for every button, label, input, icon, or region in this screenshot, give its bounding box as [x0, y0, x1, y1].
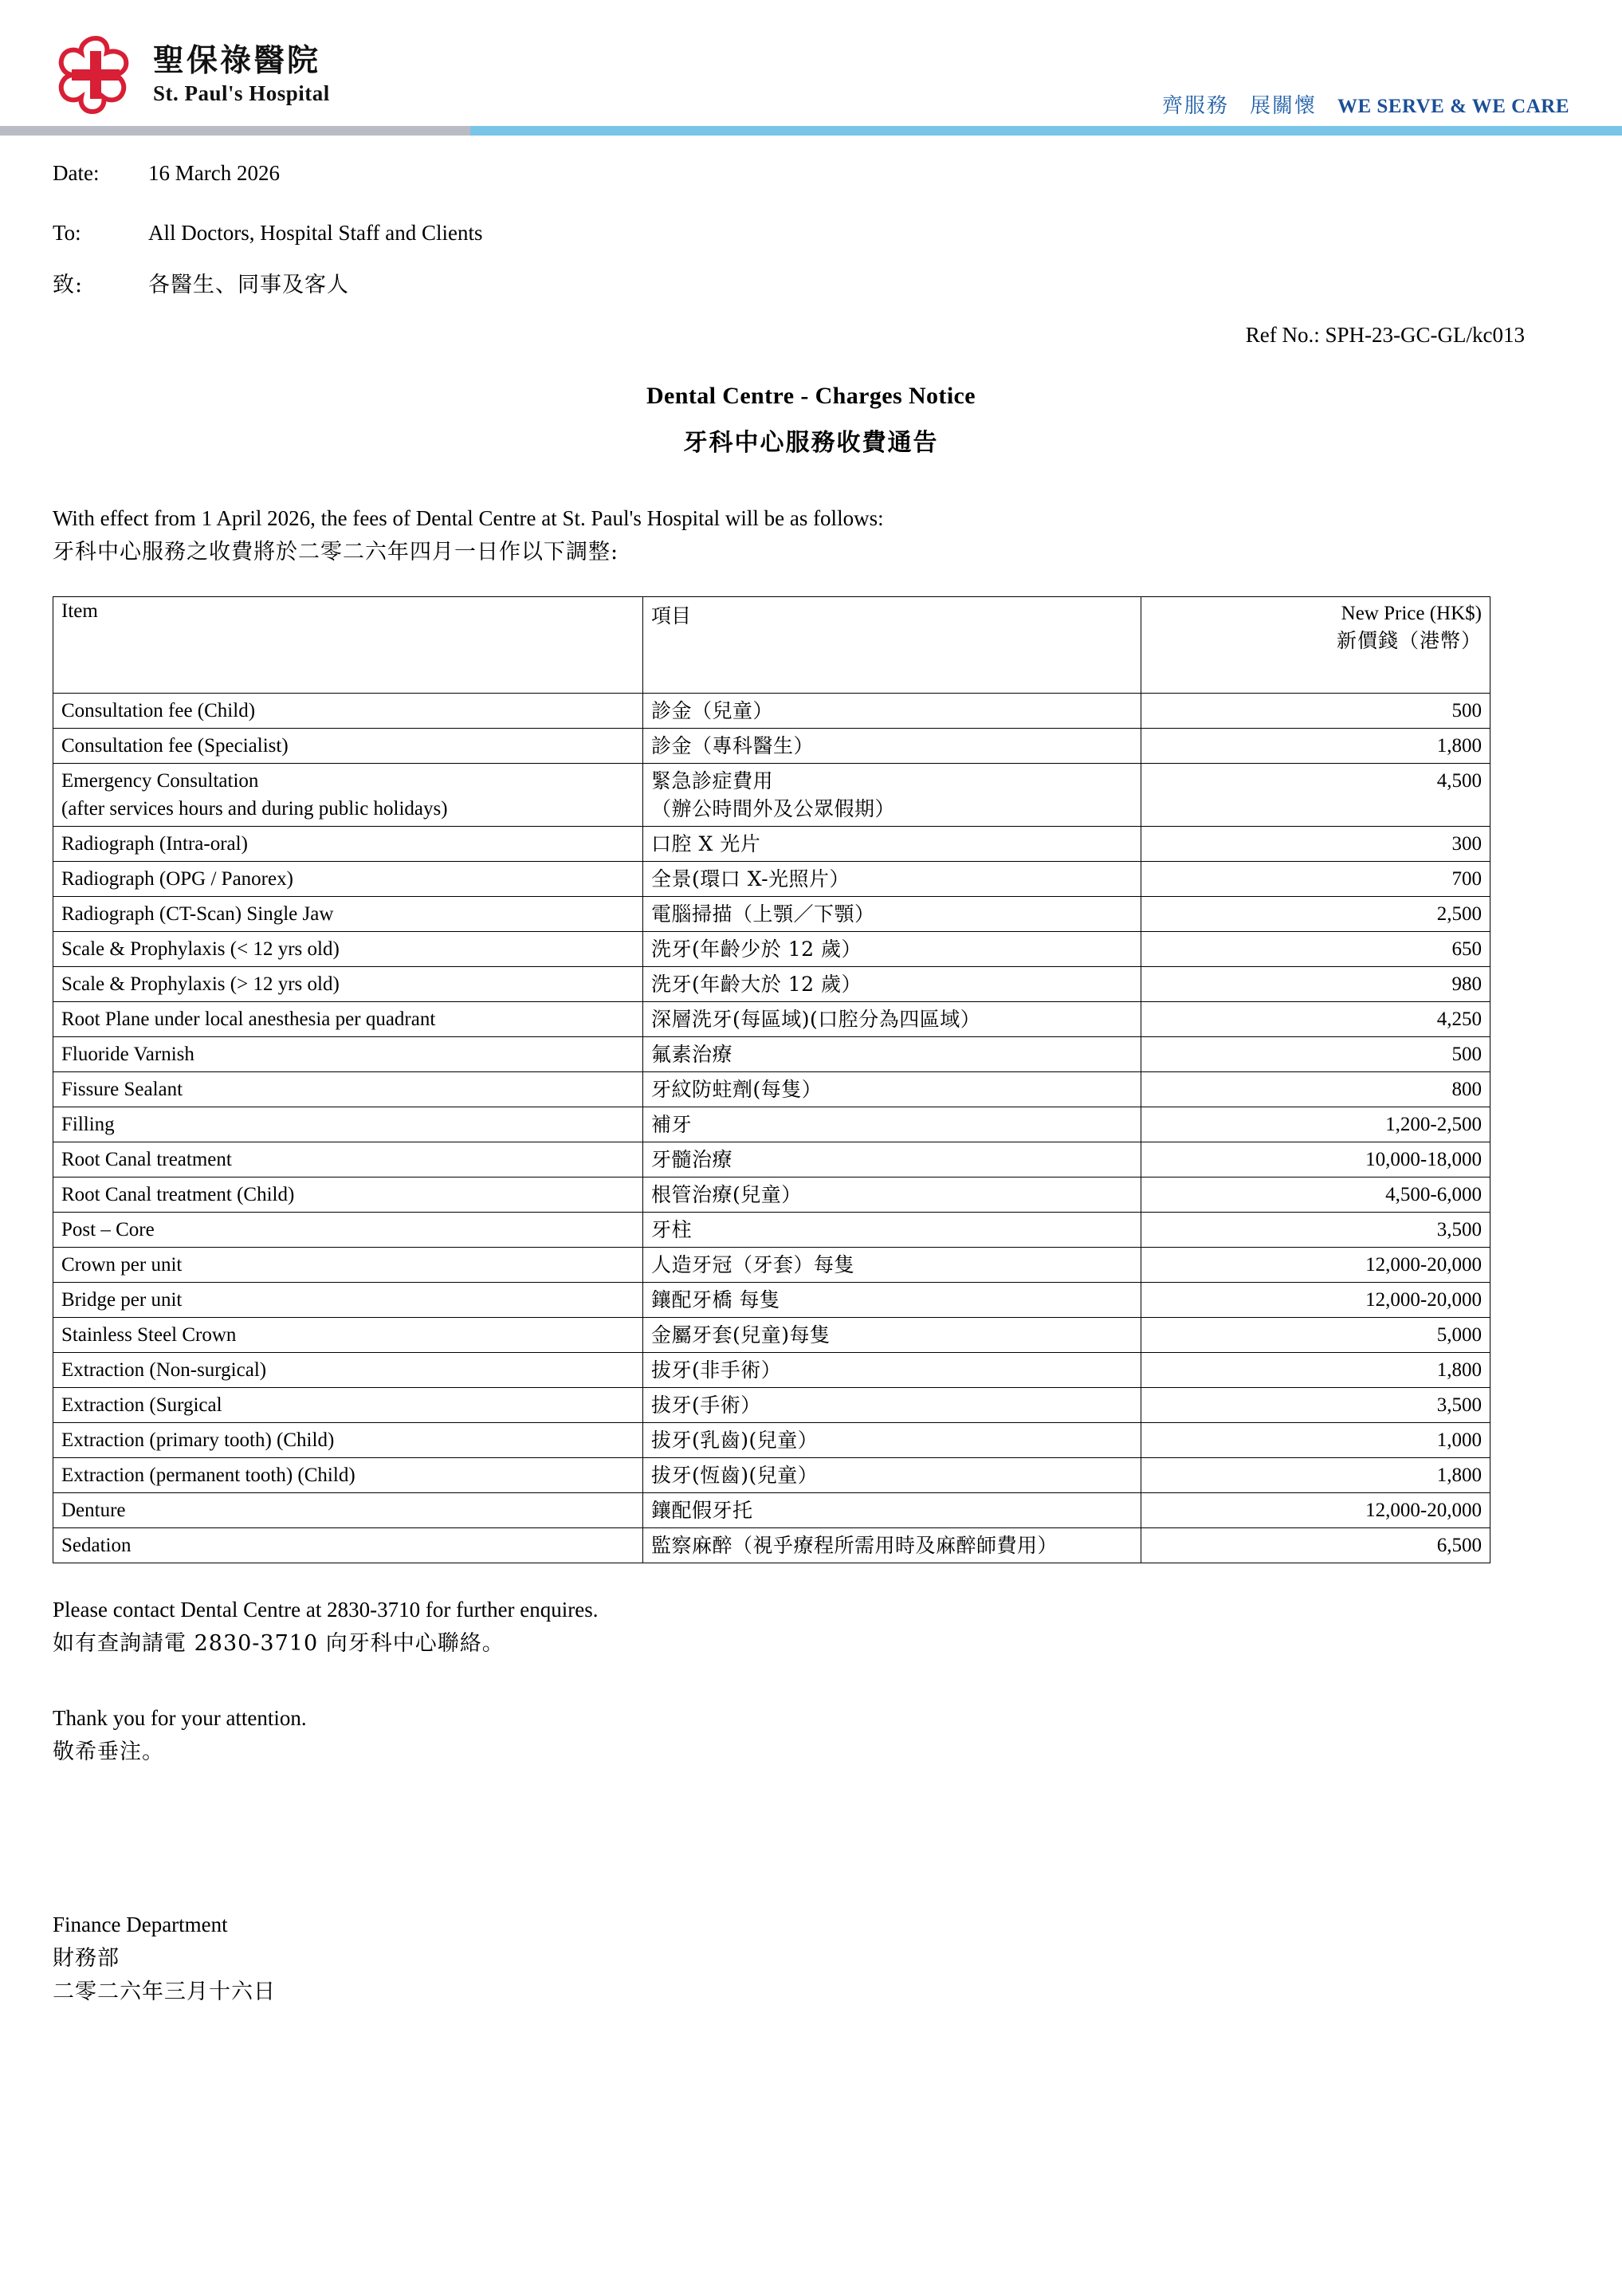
cell-price: 4,500-6,000	[1141, 1177, 1490, 1212]
intro-cn: 牙科中心服務之收費將於二零二六年四月一日作以下調整:	[53, 540, 619, 565]
cell-item-en: Root Plane under local anesthesia per quadrant	[53, 1001, 643, 1036]
reference-number: Ref No.: SPH-23-GC-GL/kc013	[1245, 323, 1525, 348]
cell-price: 500	[1141, 693, 1490, 728]
cell-item-en: Extraction (permanent tooth) (Child)	[53, 1457, 643, 1492]
notice-title	[53, 383, 1569, 458]
cell-price: 12,000-20,000	[1141, 1282, 1490, 1317]
cell-item-en: Root Canal treatment	[53, 1142, 643, 1177]
header-price	[1141, 596, 1490, 693]
date-line	[53, 159, 1569, 187]
header-divider-rule	[0, 126, 1622, 136]
cell-item-en: Extraction (Surgical	[53, 1387, 643, 1422]
intro-paragraph	[53, 502, 1569, 569]
table-row	[53, 1492, 1490, 1527]
cell-item-cn: 人造牙冠（牙套）每隻	[643, 1247, 1141, 1282]
document-body	[0, 128, 1622, 2009]
cell-item-en: Sedation	[53, 1527, 643, 1563]
charges-table	[53, 596, 1490, 1563]
slogan-cn-2: 展關懷	[1249, 94, 1317, 117]
cell-item-cn-line2: （辦公時間外及公眾假期）	[651, 796, 896, 820]
table-row	[53, 1142, 1490, 1177]
to-value: All Doctors, Hospital Staff and Clients	[148, 221, 483, 246]
page-title-en: Dental Centre - Charges Notice	[646, 383, 976, 410]
cell-item-cn: 補牙	[643, 1107, 1141, 1142]
table-row	[53, 1527, 1490, 1563]
cell-item-en: Denture	[53, 1492, 643, 1527]
to-line-cn	[53, 271, 1569, 299]
cell-item-cn: 洗牙(年齡少於 12 歲）	[643, 931, 1141, 966]
cell-price: 3,500	[1141, 1387, 1490, 1422]
table-row	[53, 728, 1490, 763]
cell-price: 2,500	[1141, 896, 1490, 931]
cell-price: 980	[1141, 966, 1490, 1001]
slogan-en: WE SERVE & WE CARE	[1337, 96, 1569, 117]
cell-item-en: Radiograph (CT-Scan) Single Jaw	[53, 896, 643, 931]
logo-text-cn: 聖保祿醫院	[153, 43, 321, 78]
cell-item-en: Scale & Prophylaxis (< 12 yrs old)	[53, 931, 643, 966]
cell-price: 1,200-2,500	[1141, 1107, 1490, 1142]
table-row	[53, 763, 1490, 826]
hospital-logo	[53, 32, 330, 118]
table-row	[53, 1071, 1490, 1107]
cell-item-cn: 拔牙(手術）	[643, 1387, 1141, 1422]
cell-price: 5,000	[1141, 1317, 1490, 1352]
cell-price: 3,500	[1141, 1212, 1490, 1247]
signoff-date-cn: 二零二六年三月十六日	[53, 1980, 276, 2005]
cell-item-en: Radiograph (OPG / Panorex)	[53, 861, 643, 896]
table-row	[53, 1422, 1490, 1457]
cell-item-en: Consultation fee (Specialist)	[53, 728, 643, 763]
cell-item-cn: 氟素治療	[643, 1036, 1141, 1071]
table-row	[53, 1457, 1490, 1492]
cell-item-cn: 牙髓治療	[643, 1142, 1141, 1177]
cell-price: 4,250	[1141, 1001, 1490, 1036]
header-rule-left	[0, 126, 470, 136]
cell-price: 4,500	[1141, 763, 1490, 826]
cell-item-en: Scale & Prophylaxis (> 12 yrs old)	[53, 966, 643, 1001]
hospital-slogan	[1162, 89, 1569, 119]
cell-item-cn: 鑲配牙橋 每隻	[643, 1282, 1141, 1317]
table-row	[53, 896, 1490, 931]
cell-item-en: Radiograph (Intra-oral)	[53, 826, 643, 861]
header-item-en: Item	[53, 596, 643, 693]
table-row	[53, 966, 1490, 1001]
to-value-cn: 各醫生、同事及客人	[148, 273, 349, 298]
to-line-en	[53, 219, 1569, 247]
cell-item-en: Bridge per unit	[53, 1282, 643, 1317]
cell-item-en: Extraction (primary tooth) (Child)	[53, 1422, 643, 1457]
slogan-cn-1: 齊服務	[1161, 94, 1229, 117]
thanks-cn: 敬希垂注。	[53, 1739, 164, 1764]
table-row	[53, 1107, 1490, 1142]
table-row	[53, 1212, 1490, 1247]
signoff-block	[53, 1909, 1569, 2009]
cell-price: 12,000-20,000	[1141, 1247, 1490, 1282]
cell-item-cn: 牙紋防蛀劑(每隻）	[643, 1071, 1141, 1107]
header-rule-right	[470, 126, 1622, 136]
table-row	[53, 1036, 1490, 1071]
cell-price: 1,800	[1141, 728, 1490, 763]
cell-item-en-line2: (after services hours and during public holidays)	[61, 797, 448, 820]
cell-price: 6,500	[1141, 1527, 1490, 1563]
cell-price: 10,000-18,000	[1141, 1142, 1490, 1177]
header-price-en: New Price (HK$)	[1341, 602, 1482, 624]
cell-item-cn: 拔牙(非手術）	[643, 1352, 1141, 1387]
header-item-cn: 項目	[643, 596, 1141, 693]
cell-price: 800	[1141, 1071, 1490, 1107]
cell-price: 500	[1141, 1036, 1490, 1071]
department-en: Finance Department	[53, 1913, 228, 1937]
table-row	[53, 861, 1490, 896]
cell-item-cn: 電腦掃描（上顎／下顎）	[643, 896, 1141, 931]
to-label-cn: 致:	[53, 273, 84, 298]
header-price-cn: 新價錢（港幣）	[1336, 628, 1482, 652]
table-row	[53, 826, 1490, 861]
cell-price: 300	[1141, 826, 1490, 861]
cell-item-en: Filling	[53, 1107, 643, 1142]
table-header-row	[53, 596, 1490, 693]
cell-item-cn: 牙柱	[643, 1212, 1141, 1247]
date-label: Date:	[53, 161, 100, 185]
to-label: To:	[53, 221, 81, 246]
contact-cn: 如有查詢請電 2830-3710 向牙科中心聯絡。	[53, 1630, 505, 1656]
cell-item-en: Consultation fee (Child)	[53, 693, 643, 728]
intro-en: With effect from 1 April 2026, the fees of Dental Centre at St. Paul's Hospital will be as follows:	[53, 506, 884, 531]
cell-item-cn: 拔牙(恆齒)(兒童）	[643, 1457, 1141, 1492]
cell-item-cn: 全景(環口 X-光照片）	[643, 861, 1141, 896]
logo-text-en: St. Paul's Hospital	[153, 81, 330, 105]
cell-item-cn-line1: 緊急診症費用	[651, 769, 774, 792]
cell-item-cn: 診金（專科醫生）	[643, 728, 1141, 763]
table-row	[53, 931, 1490, 966]
date-value: 16 March 2026	[148, 161, 280, 185]
cell-item-cn: 金屬牙套(兒童)每隻	[643, 1317, 1141, 1352]
charges-table-body	[53, 693, 1490, 1563]
cell-price: 1,800	[1141, 1352, 1490, 1387]
cell-item-cn: 鑲配假牙托	[643, 1492, 1141, 1527]
table-row	[53, 1282, 1490, 1317]
cell-item-cn: 根管治療(兒童）	[643, 1177, 1141, 1212]
table-row	[53, 1387, 1490, 1422]
cell-price: 1,000	[1141, 1422, 1490, 1457]
cell-item-cn	[643, 763, 1141, 826]
cell-item-cn: 監察麻醉（視乎療程所需用時及麻醉師費用）	[643, 1527, 1141, 1563]
cell-item-en: Extraction (Non-surgical)	[53, 1352, 643, 1387]
cell-item-en: Fissure Sealant	[53, 1071, 643, 1107]
table-row	[53, 1177, 1490, 1212]
contact-paragraph	[53, 1594, 1569, 1661]
cell-item-cn: 口腔 X 光片	[643, 826, 1141, 861]
table-row	[53, 1247, 1490, 1282]
department-cn: 財務部	[53, 1946, 120, 1972]
cell-price: 700	[1141, 861, 1490, 896]
document-header	[0, 0, 1622, 128]
cell-item-en	[53, 763, 643, 826]
cell-price: 12,000-20,000	[1141, 1492, 1490, 1527]
cell-item-cn: 診金（兒童）	[643, 693, 1141, 728]
cell-item-cn: 深層洗牙(每區域)(口腔分為四區域）	[643, 1001, 1141, 1036]
cell-item-en: Root Canal treatment (Child)	[53, 1177, 643, 1212]
cell-item-en: Stainless Steel Crown	[53, 1317, 643, 1352]
thanks-paragraph	[53, 1702, 1569, 1769]
page-title-cn: 牙科中心服務收費通告	[683, 429, 939, 458]
thanks-en: Thank you for your attention.	[53, 1705, 307, 1730]
cell-item-en: Post – Core	[53, 1212, 643, 1247]
cell-item-en: Crown per unit	[53, 1247, 643, 1282]
table-row	[53, 1001, 1490, 1036]
cell-item-cn: 洗牙(年齡大於 12 歲）	[643, 966, 1141, 1001]
table-row	[53, 693, 1490, 728]
table-row	[53, 1352, 1490, 1387]
cell-item-en: Fluoride Varnish	[53, 1036, 643, 1071]
cell-item-cn: 拔牙(乳齒)(兒童）	[643, 1422, 1141, 1457]
contact-en: Please contact Dental Centre at 2830-3710 for further enquires.	[53, 1597, 599, 1622]
cell-item-en-line1: Emergency Consultation	[61, 769, 259, 792]
cell-price: 650	[1141, 931, 1490, 966]
table-row	[53, 1317, 1490, 1352]
cell-price: 1,800	[1141, 1457, 1490, 1492]
hospital-cross-logo-icon	[53, 32, 139, 118]
